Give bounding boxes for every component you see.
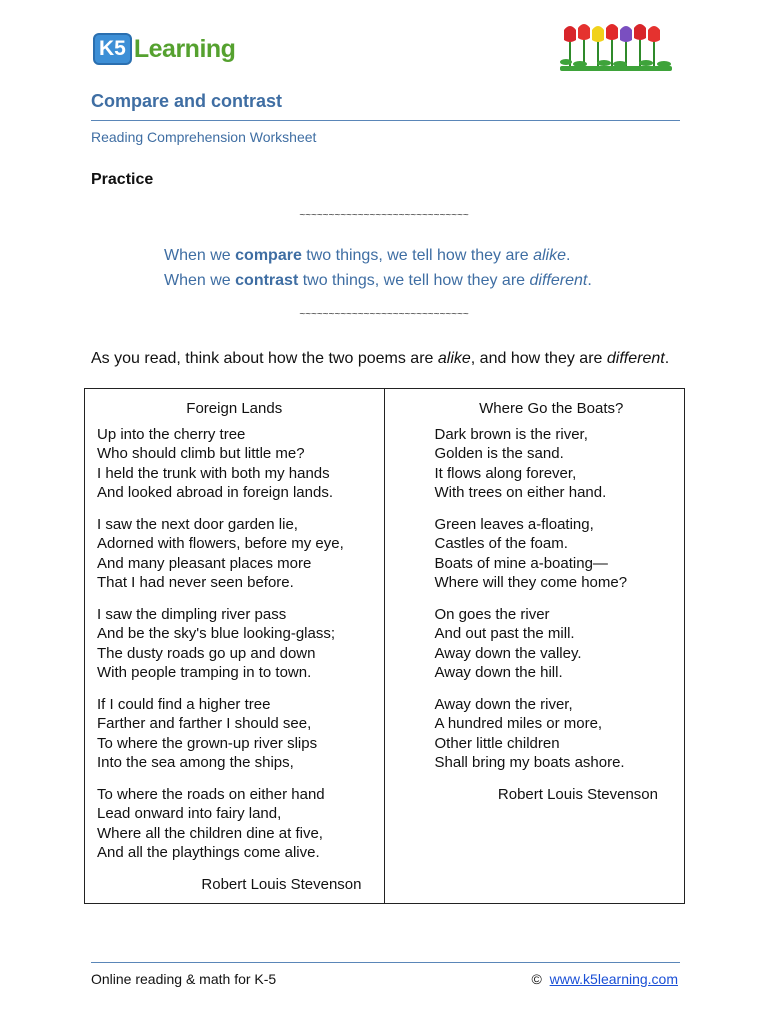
poem-line: Up into the cherry tree	[97, 425, 246, 443]
definition-term: contrast	[235, 272, 299, 289]
instruction-text: .	[664, 350, 670, 367]
k5-learning-logo	[93, 33, 235, 65]
poem-line: Castles of the foam.	[434, 535, 568, 552]
poem-line: Golden is the sand.	[434, 445, 564, 462]
poem-title: Where Go the Boats?	[479, 400, 624, 417]
poem-line: To where the roads on either hand	[97, 785, 325, 803]
logo-badge: K5	[93, 33, 132, 65]
poem-line: On goes the river	[434, 605, 550, 623]
tilde-separator-bottom: ~~~~~~~~~~~~~~~~~~~~~~~~~~~~~	[299, 309, 469, 320]
poem-line: To where the grown-up river slips	[97, 734, 318, 752]
footer-divider	[91, 962, 680, 963]
poem-line: I held the trunk with both my hands	[97, 464, 330, 482]
logo-wordmark: Learning	[133, 34, 236, 63]
poem-line: Shall bring my boats ashore.	[434, 754, 625, 771]
poem-line: Who should climb but little me?	[97, 445, 305, 462]
poem-line: That I had never seen before.	[97, 574, 294, 591]
definition-text: When we	[164, 247, 236, 264]
definition-keyword: different	[529, 272, 588, 289]
poem-line: A hundred miles or more,	[434, 715, 603, 732]
poem-line: Farther and farther I should see,	[97, 715, 312, 732]
poem-line: Away down the river,	[434, 695, 573, 713]
instruction-text: As you read, think about how the two poems are	[91, 350, 438, 367]
contrast-definition	[164, 272, 592, 290]
poem-line: It flows along forever,	[434, 464, 577, 482]
definition-text: two things, we tell how they are	[298, 272, 530, 289]
poem-line: Boats of mine a-boating—	[434, 554, 608, 572]
tulips-icon	[560, 18, 672, 73]
definition-text: .	[565, 247, 571, 264]
definition-text: .	[587, 272, 592, 289]
poem-line: With people tramping in to town.	[97, 664, 312, 681]
page-title: Compare and contrast	[91, 91, 283, 111]
poem-line: Adorned with flowers, before my eye,	[97, 535, 344, 552]
instruction-text: , and how they are	[470, 350, 607, 367]
poem-line: Other little children	[434, 734, 560, 752]
poem-foreign-lands	[85, 389, 385, 903]
poem-line: Away down the hill.	[434, 664, 563, 681]
poem-line: If I could find a higher tree	[97, 695, 271, 713]
poem-stanza	[97, 785, 372, 863]
header-divider	[91, 120, 680, 121]
poem-line: And out past the mill.	[434, 625, 575, 642]
poem-line: Away down the valley.	[434, 644, 582, 662]
poem-stanza	[435, 695, 669, 773]
poem-line: I saw the next door garden lie,	[97, 515, 298, 533]
page-subtitle: Reading Comprehension Worksheet	[91, 129, 317, 145]
tilde-separator-top: ~~~~~~~~~~~~~~~~~~~~~~~~~~~~~	[299, 210, 469, 221]
poem-line: I saw the dimpling river pass	[97, 605, 287, 623]
poem-line: And all the playthings come alive.	[97, 844, 320, 861]
poems-table	[84, 388, 685, 904]
copyright-symbol: ©	[531, 971, 542, 987]
compare-definition	[164, 247, 570, 265]
poem-line: With trees on either hand.	[434, 484, 607, 501]
definition-term: compare	[235, 247, 302, 264]
poem-line: Dark brown is the river,	[434, 425, 588, 443]
instruction-keyword: alike	[437, 350, 471, 367]
poem-line: And many pleasant places more	[97, 554, 312, 572]
reading-instruction	[91, 350, 669, 368]
poem-author: Robert Louis Stevenson	[201, 875, 362, 893]
footer-copyright	[532, 971, 679, 987]
poem-line: Lead onward into fairy land,	[97, 805, 282, 822]
poem-line: And be the sky's blue looking-glass;	[97, 625, 336, 642]
poem-line: Into the sea among the ships,	[97, 754, 294, 771]
poem-title: Foreign Lands	[186, 400, 283, 417]
poem-where-go-the-boats	[385, 389, 685, 903]
website-link[interactable]: www.k5learning.com	[549, 971, 678, 987]
poem-line: Where will they come home?	[434, 574, 628, 591]
definition-keyword: alike	[533, 247, 566, 264]
poem-stanza	[435, 425, 669, 503]
section-heading: Practice	[91, 171, 154, 188]
instruction-keyword: different	[606, 350, 665, 367]
poem-line: Green leaves a-floating,	[434, 515, 594, 533]
poem-stanza	[97, 515, 372, 593]
poem-author: Robert Louis Stevenson	[497, 785, 658, 803]
poem-line: And looked abroad in foreign lands.	[97, 484, 334, 501]
poem-stanza	[97, 425, 372, 503]
poem-line: The dusty roads go up and down	[97, 644, 316, 662]
poem-stanza	[97, 695, 372, 773]
poem-stanza	[97, 605, 372, 683]
poem-stanza	[435, 515, 669, 593]
footer-tagline: Online reading & math for K-5	[91, 971, 277, 987]
poem-stanza	[435, 605, 669, 683]
poem-line: Where all the children dine at five,	[97, 824, 323, 842]
definition-text: When we	[164, 272, 236, 289]
definition-text: two things, we tell how they are	[301, 247, 534, 264]
